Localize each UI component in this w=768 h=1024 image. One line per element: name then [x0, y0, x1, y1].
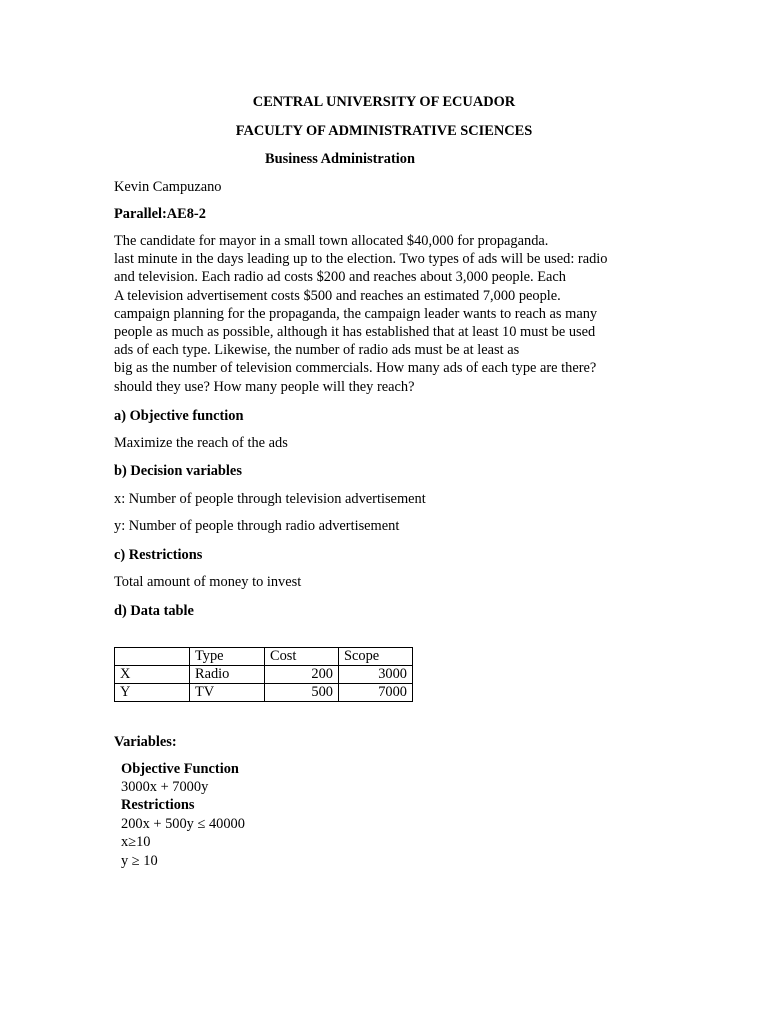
objective-function-label: Objective Function [121, 761, 239, 777]
table-cell: 3000 [339, 666, 413, 684]
table-header-row [115, 648, 413, 666]
problem-line: A television advertisement costs $500 and reaches an estimated 7,000 people. [114, 287, 561, 304]
variable-x-text: x: Number of people through television advertisement [114, 491, 426, 507]
table-header-cell: Type [190, 648, 265, 666]
problem-line: should they use? How many people will they reach? [114, 378, 415, 395]
table-cell: 500 [265, 684, 339, 702]
table-cell: Y [115, 684, 190, 702]
table-row [115, 684, 413, 702]
author-name: Kevin Campuzano [114, 179, 222, 195]
table-header-cell [115, 648, 190, 666]
table-header-cell: Scope [339, 648, 413, 666]
decision-variables-heading: b) Decision variables [114, 463, 242, 479]
data-table [114, 647, 413, 702]
x-min-constraint: x≥10 [121, 834, 151, 850]
restrictions-heading: c) Restrictions [114, 547, 203, 563]
objective-heading: a) Objective function [114, 408, 244, 424]
budget-constraint: 200x + 500y ≤ 40000 [121, 816, 245, 832]
table-row [115, 666, 413, 684]
table-cell: TV [190, 684, 265, 702]
university-title: CENTRAL UNIVERSITY OF ECUADOR [252, 94, 516, 110]
problem-line: big as the number of television commercials. How many ads of each type are there? [114, 360, 597, 377]
program-title: Business Administration [265, 151, 415, 167]
problem-statement [114, 232, 634, 396]
problem-line: and television. Each radio ad costs $200 and reaches about 3,000 people. Each [114, 269, 566, 286]
table-cell: 7000 [339, 684, 413, 702]
variable-y-text: y: Number of people through radio advertisement [114, 518, 400, 534]
problem-line: The candidate for mayor in a small town allocated $40,000 for propaganda. [114, 233, 549, 249]
problem-line: campaign planning for the propaganda, the campaign leader wants to reach as many [114, 305, 598, 322]
faculty-title: FACULTY OF ADMINISTRATIVE SCIENCES [235, 123, 533, 139]
table-header-cell: Cost [265, 648, 339, 666]
table-cell: Radio [190, 666, 265, 684]
problem-line: people as much as possible, although it has established that at least 10 must be used [114, 324, 596, 341]
restrictions-label: Restrictions [121, 797, 195, 813]
data-table-heading: d) Data table [114, 603, 194, 619]
restrictions-text: Total amount of money to invest [114, 574, 302, 590]
y-min-constraint: y ≥ 10 [121, 853, 158, 869]
problem-line: ads of each type. Likewise, the number of radio ads must be at least as [114, 342, 520, 359]
variables-label: Variables: [114, 734, 177, 750]
table-cell: 200 [265, 666, 339, 684]
table-cell: X [115, 666, 190, 684]
objective-text: Maximize the reach of the ads [114, 435, 288, 451]
parallel-label: Parallel:AE8-2 [114, 206, 206, 222]
objective-function-expression: 3000x + 7000y [121, 779, 209, 795]
problem-line: last minute in the days leading up to the election. Two types of ads will be used: radio [114, 251, 608, 268]
